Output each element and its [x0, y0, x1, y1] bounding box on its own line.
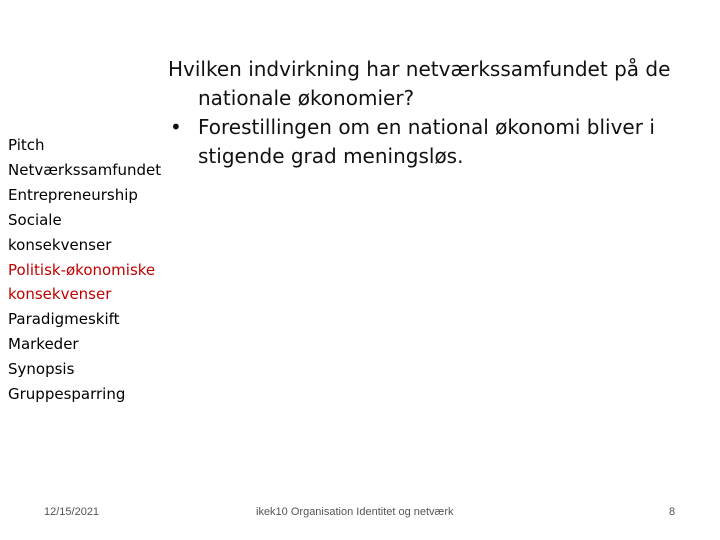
lead-question-line-2: nationale økonomier?	[198, 86, 415, 110]
footer-page-number: 8	[669, 506, 676, 518]
agenda-item-sociale[interactable]: Sociale	[8, 210, 62, 229]
agenda-item-synopsis[interactable]: Synopsis	[8, 360, 75, 379]
bullet-text-line-2: stigende grad meningsløs.	[198, 144, 464, 168]
agenda-item-sociale-konsekvenser[interactable]: konsekvenser	[8, 235, 112, 254]
agenda-item-gruppesparring[interactable]: Gruppesparring	[8, 385, 126, 404]
agenda-item-entrepreneurship[interactable]: Entrepreneurship	[8, 185, 138, 204]
sidebar-agenda	[8, 133, 162, 407]
agenda-item-markeder[interactable]: Markeder	[8, 335, 79, 354]
lead-question-line-1: Hvilken indvirkning har netværkssamfundet på de	[168, 57, 671, 81]
agenda-item-politisk-okonomiske[interactable]: Politisk-økonomiske	[8, 260, 156, 279]
footer-date: 12/15/2021	[44, 506, 100, 518]
slide-body	[168, 55, 688, 171]
bullet-dot-icon: •	[170, 115, 182, 139]
agenda-item-pitch[interactable]: Pitch	[8, 136, 45, 154]
bullet-point	[168, 113, 688, 171]
footer-course-title: ikek10 Organisation Identitet og netværk	[256, 506, 454, 518]
agenda-item-netvaerkssamfundet[interactable]: Netværkssamfundet	[8, 160, 162, 179]
agenda-item-paradigmeskift[interactable]: Paradigmeskift	[8, 310, 120, 329]
agenda-item-politisk-konsekvenser[interactable]: konsekvenser	[8, 285, 112, 304]
lead-question	[168, 55, 688, 113]
bullet-text-line-1: Forestillingen om en national økonomi bliver i	[198, 115, 655, 139]
